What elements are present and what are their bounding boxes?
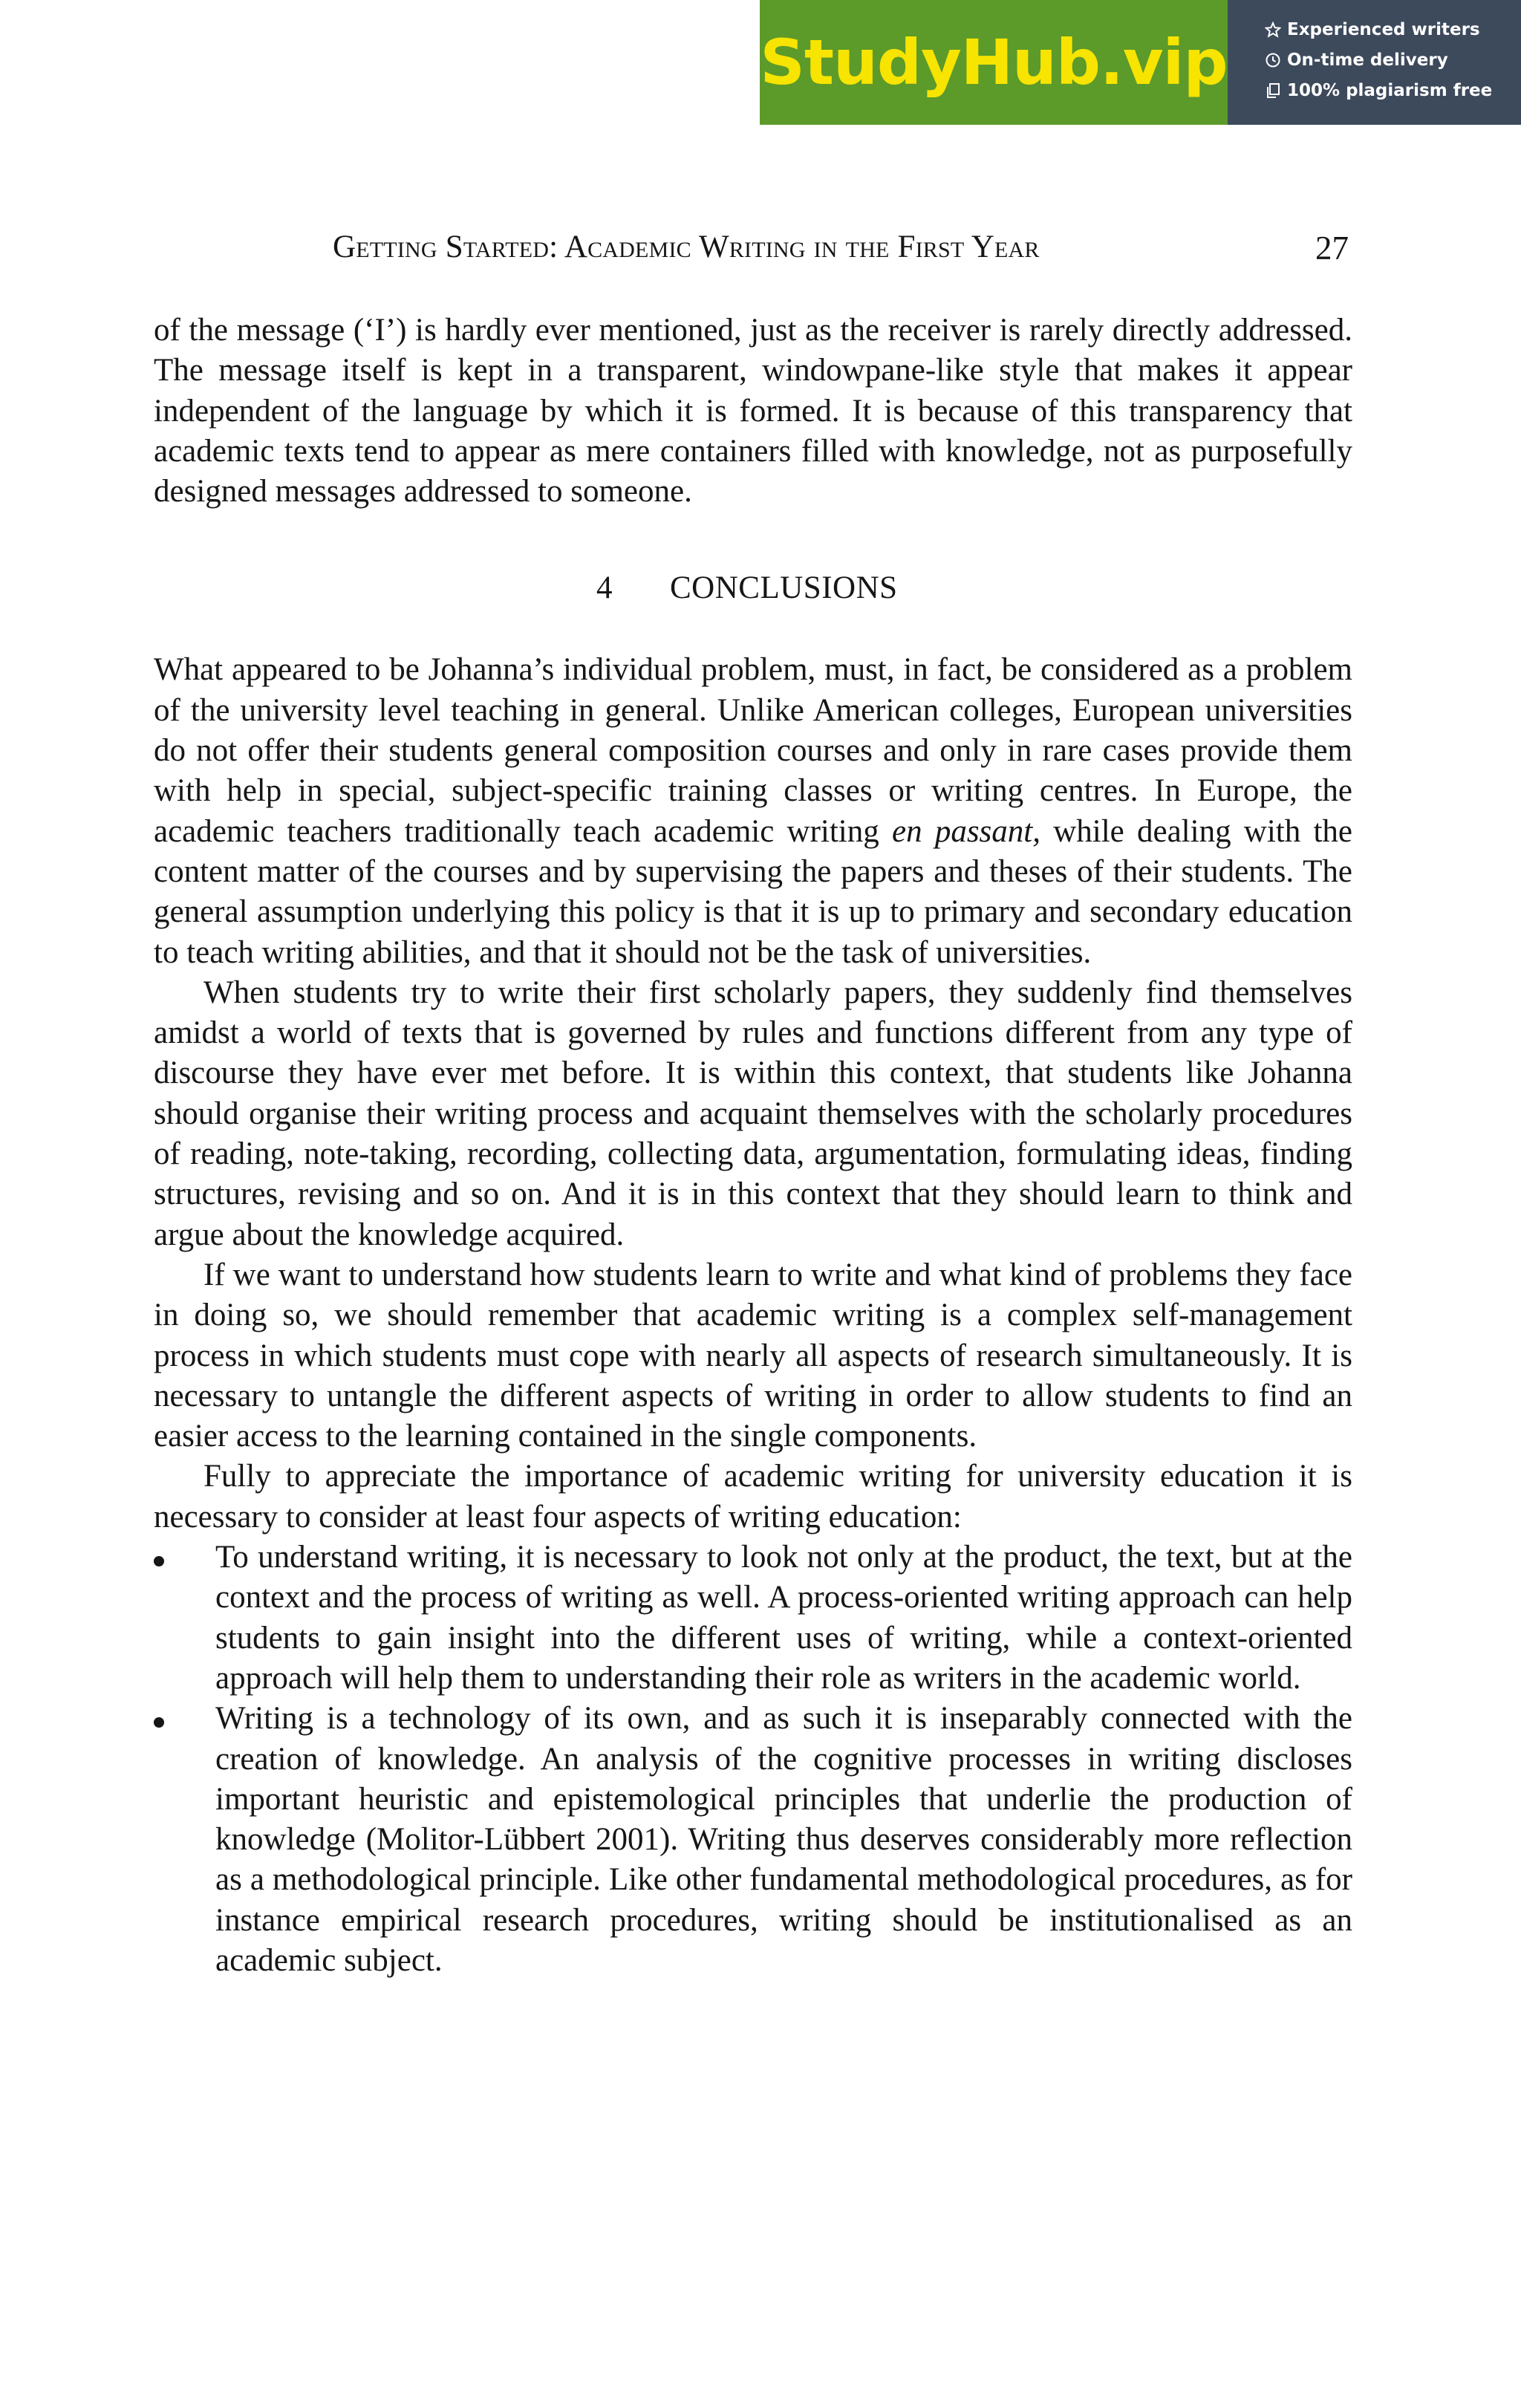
paragraph-continuation: of the message (‘I’) is hardly ever mentioned, just as the receiver is rarely directly addressed. The message itself is kept in a transparent, windowpane-like style that makes it appear independent of the language by which it is formed. It is because of this transparency that academic texts tend to appear as mere containers filled with knowledge, not as purposefully designed messages addressed to someone. — [154, 313, 1352, 510]
studyhub-logo[interactable] — [760, 0, 1228, 125]
page-number: 27 — [1315, 230, 1349, 267]
bullet-icon — [154, 1556, 164, 1566]
feature-plagiarism-free — [1265, 79, 1521, 102]
list-item — [154, 1537, 1352, 1699]
running-title: Getting Started: Academic Writing in the First Year — [333, 230, 1040, 264]
italic-phrase: en passant, — [892, 813, 1040, 849]
paragraph — [154, 650, 1352, 972]
list-item — [154, 1699, 1352, 1981]
feature-list — [1228, 0, 1521, 125]
section-heading — [154, 568, 1352, 608]
feature-on-time-delivery — [1265, 48, 1521, 71]
section-title: CONCLUSIONS — [670, 570, 898, 606]
paragraph: If we want to understand how students learn to write and what kind of problems they face in doing so, we should remember that academic writing is a complex self-management process in which students must cope with nearly all aspects of research simultaneously. It is necessary to untangle the different aspects of writing in order to allow students to find an easier access to the learning contained in the single components. — [154, 1257, 1352, 1454]
feature-label: On-time delivery — [1287, 50, 1448, 70]
list-item-text: Writing is a technology of its own, and as such it is inseparably connected with the creation of knowledge. An analysis of the cognitive processes in writing discloses important heuristic and epistemological principles that underlie the production of knowledge (Molitor-Lübbert 2001). Writing thus deserves considerably more reflection as a methodological principle. Like other fundamental methodological procedures, as for instance empirical research procedures, writing should be institutionalised as an academic subject. — [215, 1701, 1352, 1978]
clock-icon — [1265, 52, 1281, 68]
feature-experienced-writers — [1265, 18, 1521, 41]
studyhub-logo-text: StudyHub.vip — [760, 26, 1228, 99]
paragraph-text: while dealing with the content matter of the courses and by supervising the papers and theses of their students. The general assumption underlying this policy is that it is up to primary and secondary education to teach writing abilities, and that it should not be the task of universities. — [154, 813, 1353, 970]
running-header — [0, 229, 1521, 266]
page-body — [154, 310, 1352, 1981]
star-icon — [1265, 22, 1281, 38]
paragraph: When students try to write their first scholarly papers, they suddenly find themselves amidst a world of texts that is governed by rules and functions different from any type of discourse they have ever met before. It is within this context, that students like Johanna should organise their writing process and acquaint themselves with the scholarly procedures of reading, note-taking, recording, collecting data, argumentation, formulating ideas, finding structures, revising and so on. And it is in this context that they should learn to think and argue about the knowledge acquired. — [154, 974, 1352, 1252]
paragraph: Fully to appreciate the importance of academic writing for university education it is necessary to consider at least four aspects of writing education: — [154, 1459, 1352, 1535]
aspects-list — [154, 1537, 1352, 1981]
list-item-text: To understand writing, it is necessary to look not only at the product, the text, but at the context and the process of writing as well. A process-oriented writing approach can help students to gain insight into the different uses of writing, while a context-oriented approach will help them to understanding their role as writers in the academic world. — [215, 1540, 1352, 1696]
section-number: 4 — [596, 570, 613, 606]
feature-label: 100% plagiarism free — [1287, 80, 1493, 100]
studyhub-banner[interactable] — [760, 0, 1521, 125]
copy-icon — [1265, 82, 1281, 99]
bullet-icon — [154, 1717, 164, 1728]
feature-label: Experienced writers — [1287, 19, 1480, 39]
paragraph-text: What appeared to be Johanna’s individual problem, must, in fact, be considered as a problem of the university level teaching in general. Unlike American colleges, European universities do not offer their students general composition courses and only in rare cases provide them with help in special, subject-specific training classes or writing centres. In Europe, the academic teachers traditionally teach academic writing — [154, 652, 1352, 849]
